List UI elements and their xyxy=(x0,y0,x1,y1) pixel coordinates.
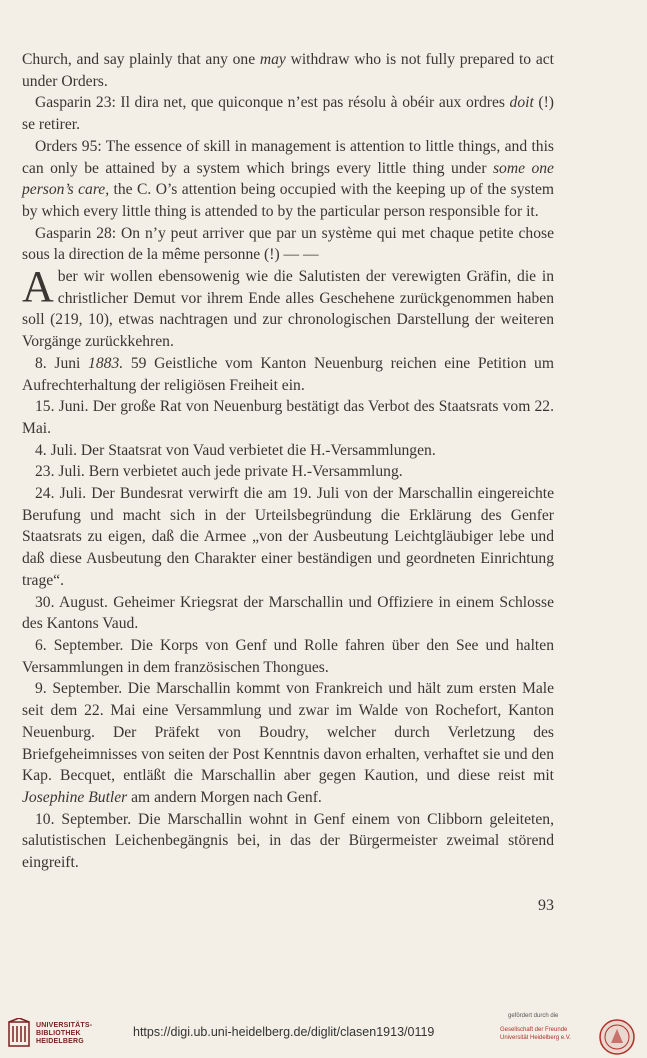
paragraph-p6 xyxy=(22,353,554,396)
library-name xyxy=(36,1022,92,1046)
library-name-line3: HEIDELBERG xyxy=(36,1038,84,1045)
text-run: 9. September. Die Marschallin kommt von Frankreich und hält zum ersten Male seit dem 22. Mai eine Versammlung und zwar im Walde von Rochefort, Kanton Neuenburg. Der Präfekt von Boudry, welcher durch Verletzung des Briefgeheimnisses von seiten der Post Kenntnis davon erhalten, verhaftet sie und den Kap. Becquet, entläßt die Marschallin aber gegen Kaution, und diese reist mit xyxy=(22,680,554,785)
university-library-logo-icon xyxy=(8,1018,30,1048)
text-run: 4. Juli. Der Staatsrat von Vaud verbietet die H.-Versammlungen. xyxy=(35,441,436,459)
paragraph-p2 xyxy=(22,92,554,135)
paragraph-p8 xyxy=(22,440,554,462)
library-name-line2: BIBLIOTHEK xyxy=(36,1030,81,1037)
text-run: 8. Juni xyxy=(35,354,89,372)
funded-by-label: gefördert durch die xyxy=(508,1013,559,1019)
text-run: 24. Juli. Der Bundesrat verwirft die am 19. Juli von der Marschallin eingereichte Berufung und macht sich in der Urteilsbegründung die Erklärung des Genfer Staatsrats zu eigen, daß die Armee „von der Ausbeutung Leichtgläubiger lebe und daß diese Ausbeutung den Charakter einer beständigen und geordneten Einrichtung trage“. xyxy=(22,485,554,589)
text-run: (!) se retirer. xyxy=(22,94,554,134)
paragraph-p9 xyxy=(22,461,554,483)
paragraph-p4 xyxy=(22,223,554,266)
text-run: am andern Morgen nach Genf. xyxy=(127,788,322,806)
text-container xyxy=(22,49,554,874)
page-number: 93 xyxy=(538,897,554,914)
funder-name-line2: Universität Heidelberg e.V. xyxy=(500,1035,571,1041)
italic-text: some one person’s care, xyxy=(22,159,554,199)
library-name-line1: UNIVERSITÄTS- xyxy=(36,1022,93,1029)
paragraph-p5 xyxy=(22,262,554,353)
italic-text: Josephine Butler xyxy=(22,788,128,806)
funder-name xyxy=(500,1026,571,1042)
drop-cap: A xyxy=(22,262,54,312)
text-run: 30. August. Geheimer Kriegsrat der Marschallin und Offiziere in einem Schlosse des Kantons Vaud. xyxy=(22,593,554,633)
paragraph-p12 xyxy=(22,635,554,678)
page-body xyxy=(22,49,554,874)
paragraph-p7 xyxy=(22,396,554,439)
text-run: 10. September. Die Marschallin wohnt in Genf einem von Clibborn geleiteten, salutistischen Leichenbegängnis bei, in das der Bürgermeister zweimal störend eingreift. xyxy=(22,810,554,872)
text-run: 6. September. Die Korps von Genf und Rolle fahren über den See und halten Versammlungen in dem französischen Thongues. xyxy=(22,636,554,676)
funder-name-line1: Gesellschaft der Freunde xyxy=(500,1027,568,1033)
italic-text: 1883. xyxy=(88,354,124,372)
paragraph-p13 xyxy=(22,678,554,808)
text-run: ber wir wollen ebensowenig wie die Salutisten der verewigten Gräfin, die in christlicher Demut vor ihrem Ende alles Geschehene zurückgenommen haben soll (219, 10), etwas nachtragen und zur chronologischen Darstellung der weiteren Vorgänge zurückkehren. xyxy=(22,268,554,351)
paragraph-p14 xyxy=(22,809,554,874)
text-run: the C. O’s attention being occupied with the keeping up of the system by which every little thing is attended to by the particular person responsible for it. xyxy=(22,181,554,220)
text-run: withdraw who is not fully prepared to act under Orders. xyxy=(22,51,554,90)
paragraph-p3 xyxy=(22,136,554,223)
text-run: 59 Geistliche vom Kanton Neuenburg reichen eine Petition um Aufrechterhaltung der religiösen Freiheit ein. xyxy=(22,354,554,394)
text-run: 23. Juli. Bern verbietet auch jede private H.-Versammlung. xyxy=(35,463,403,481)
italic-text: doit xyxy=(509,94,534,112)
text-run: Orders 95: The essence of skill in management is attention to little things, and this can only be attained by a system which brings every little thing under xyxy=(22,137,554,177)
paragraph-p10 xyxy=(22,483,554,592)
paragraph-p1 xyxy=(22,49,554,92)
text-run: Gasparin 23: Il dira net, que quiconque n’est pas résolu à obéir aux ordres xyxy=(35,94,510,112)
university-seal-icon xyxy=(598,1018,636,1056)
source-url-link[interactable]: https://digi.ub.uni-heidelberg.de/diglit/clasen1913/0119 xyxy=(133,1025,435,1039)
text-run: 15. Juni. Der große Rat von Neuenburg bestätigt das Verbot des Staatsrats vom 22. Mai. xyxy=(22,398,554,437)
footer xyxy=(0,1008,647,1058)
text-run: Church, and say plainly that any one xyxy=(22,51,260,68)
italic-text: may xyxy=(259,51,286,68)
paragraph-p11 xyxy=(22,592,554,635)
text-run: Gasparin 28: On n’y peut arriver que par un système qui met chaque petite chose sous la direction de la même personne (!) — — xyxy=(22,224,554,264)
